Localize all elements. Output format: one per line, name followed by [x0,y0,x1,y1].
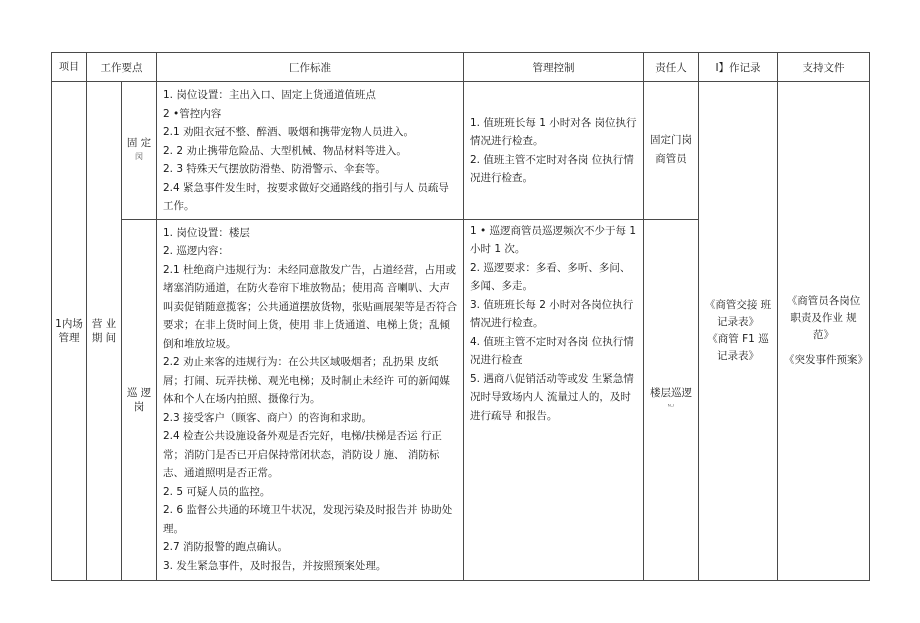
control-patrol-line: 4. 值班主管不定时对各岗 位执行情况进行检查 [470,335,634,366]
row-fixed-post [52,82,870,220]
control-patrol-line: 3. 值班班长每 2 小时对各岗位执行情况进行检查。 [470,298,634,329]
standard-patrol-line: 3. 发生紧急事件，及时报告，并按照预案处理。 [163,559,387,572]
control-patrol-post [464,219,644,580]
header-item: 项目 [52,53,87,82]
person-fixed-post [644,82,699,220]
standard-fixed-line: 2. 3 特殊天气摆放防滑垫、防滑警示、伞套等。 [163,163,386,175]
standard-fixed-line: 2.4 紧急事件发生时，按要求做好交通路线的指引与人 员疏导工作。 [163,181,449,212]
header-docs: 支持文件 [778,53,870,82]
control-fixed-line: 1. 值班班长每 1 小时对各 岗位执行情况进行检查。 [470,116,637,148]
role-fixed-line-1: 固 定 [126,137,152,150]
person-fixed-line-2: 商管员 [655,153,687,166]
header-standard: 匚作标准 [157,53,464,82]
standard-patrol-line: 2. 5 可疑人员的监控。 [163,485,271,498]
header-person: 责任人 [644,53,699,82]
standard-patrol-post [157,219,464,580]
standard-patrol-line: 2.4 检查公共设施设备外观是否完好，电梯/扶梯是否运 行正常；消防门是否已开启保持常闭状态，消防设丿施、 消防标志、通道照明是否正常。 [163,430,442,479]
standard-fixed-line: 2.1 劝阻衣冠不整、醉酒、吸烟和携带宠物人员进入。 [163,126,415,138]
control-patrol-line: 2. 巡逻要求：多看、多听、多问、多闻、多走。 [470,261,631,292]
standard-fixed-line: 2. 2 劝止携带危险品、大型机械、物品材料等进入。 [163,144,407,157]
doc-entry-job-duties: 《商管员各岗位职责及作业 规范》 [786,294,861,341]
role-fixed-line-2: 闵 [135,152,143,162]
header-points: 工作要点 [87,53,157,82]
header-control: 管理控制 [464,53,644,82]
section-item-line-2: 管理 [58,331,80,344]
control-fixed-line: 2. 值班主管不定时对各岗 位执行情况进行检查。 [470,153,634,185]
person-patrol-note: ᴺ·ᴵ [667,402,675,411]
person-fixed-line-1: 固定门岗 [650,134,692,147]
role-patrol-post [122,219,157,580]
role-patrol-line-1: 巡 逻 [126,386,152,399]
standard-fixed-line: 2 •管控内容 [163,107,222,120]
record-entry-patrol: 《商管 F1 巡记录表》 [707,332,769,362]
standard-patrol-line: 2.1 杜绝商户违规行为：未经同意散发广告，占道经营，占用或堵塞消防通道，在防火卷帘下堆放物品；使用高 音喇叭、大声叫卖促销随意揽客；公共通道摆放货物，张贴画展架等是否符合要求；在非上货时间上货，使用 非上货通道、电梯上货；乱倾倒和堆放垃圾。 [163,263,457,350]
section-period-line-2: 期 间 [91,331,117,344]
doc-entry-emergency-plan: 《突发事件预案》 [784,353,868,366]
work-standard-table [51,52,870,581]
standard-fixed-post [157,82,464,220]
person-patrol-post [644,219,699,580]
control-patrol-line: 5. 遇商八促销活动等或发 生紧急情况时导致场内人 流量过人的，及时进行疏导 和报告。 [470,372,634,422]
standard-fixed-line: 1. 岗位设置：主出入口、固定上货通道值班点 [163,89,376,101]
header-row [52,53,870,82]
control-fixed-post [464,82,644,220]
standard-patrol-line: 1. 岗位设置：楼层 [163,226,250,239]
person-patrol-line-1: 楼层巡逻 [650,386,692,399]
standard-patrol-line: 2.3 接受客户（顾客、商户）的咨询和求助。 [163,411,373,424]
standard-patrol-line: 2. 巡逻内容： [163,245,229,257]
section-item-cell [52,82,87,581]
standard-patrol-line: 2.7 消防报警的跑点确认。 [163,541,289,553]
standard-patrol-line: 2. 6 监督公共通的环境卫牛状况，发现污染及时报告并 协助处理。 [163,504,453,535]
header-record: I】作记录 [699,53,778,82]
records-cell [699,82,778,581]
standard-patrol-line: 2.2 劝止来客的违规行为：在公共区域吸烟者；乱扔果 皮纸屑；打闹、玩弄扶梯、观光电梯；及时制止未经许 可的新闻媒体和个人在场内拍照、摄像行为。 [163,356,450,405]
control-patrol-line: 1 • 巡逻商管员巡逻频次不少于每 1 小时 1 次。 [470,224,637,255]
docs-cell [778,82,870,581]
section-item-line-1: 1内场 [55,317,83,330]
role-fixed-post [122,82,157,220]
section-period-cell [87,82,122,581]
role-patrol-line-2: 岗 [133,400,145,413]
record-entry-shift-handover: 《商管交接 班记录表》 [704,298,772,328]
section-period-line-1: 营 业 [91,317,117,330]
